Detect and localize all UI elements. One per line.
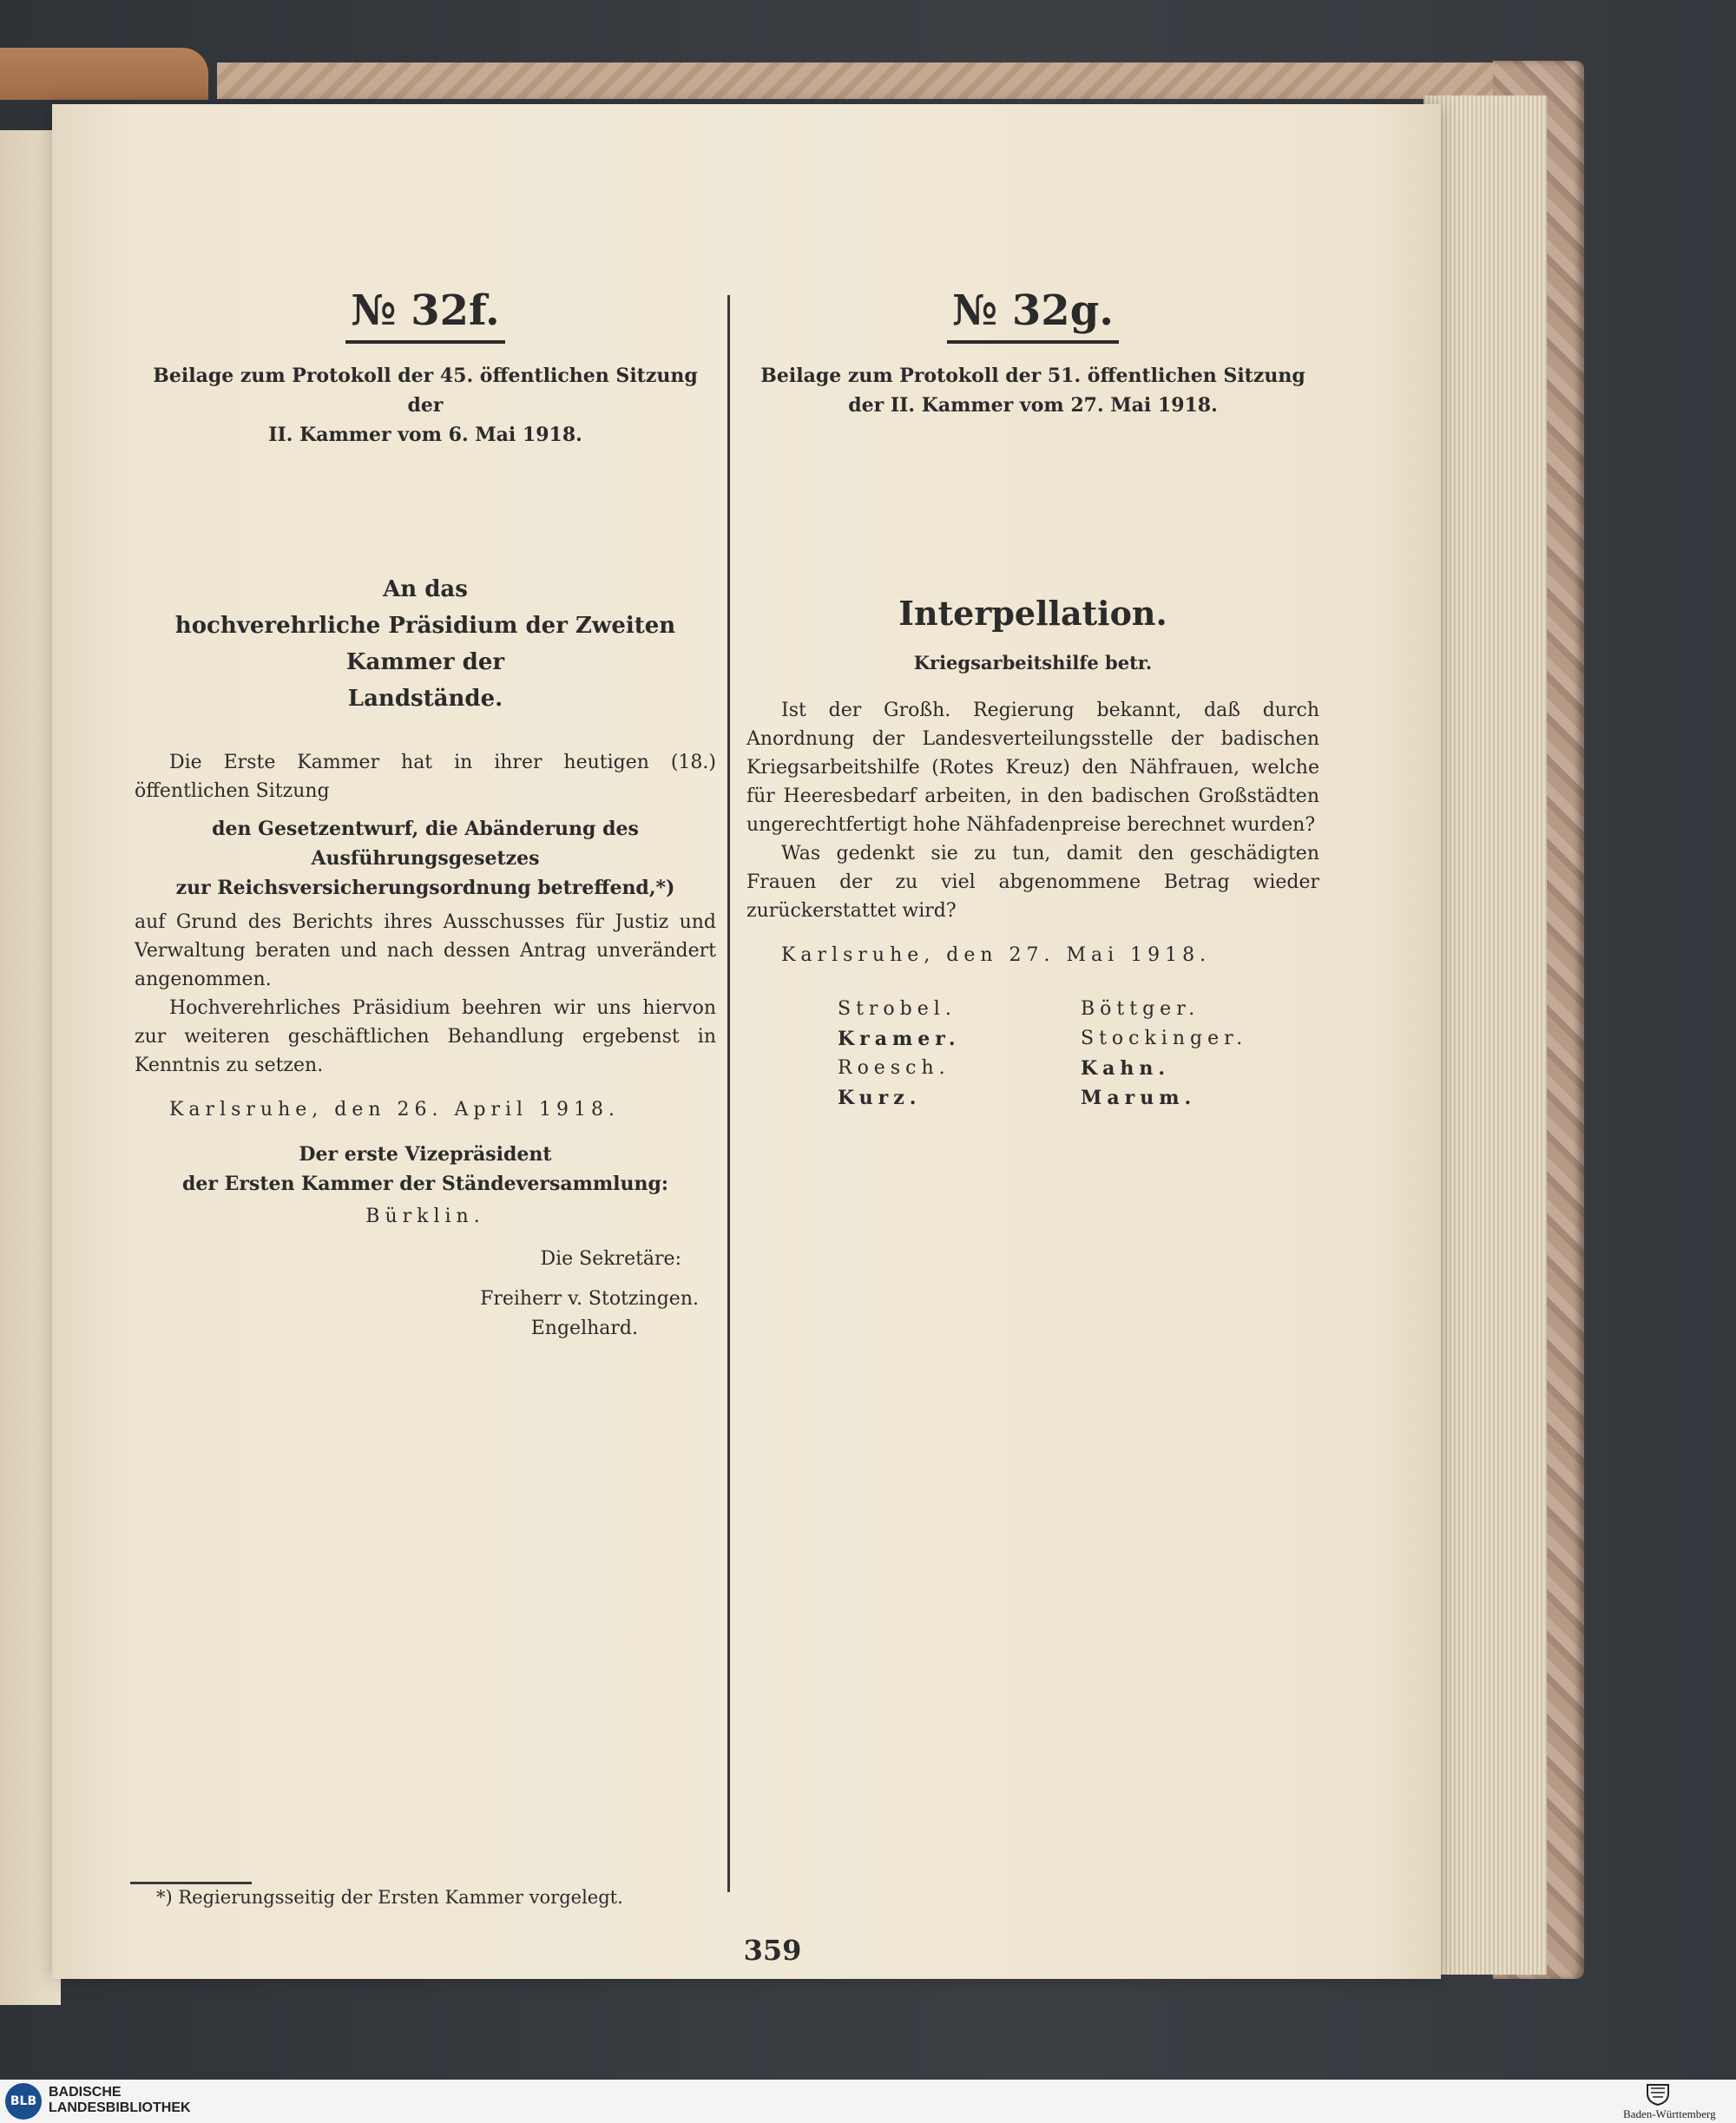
- vp-title-line2: der Ersten Kammer der Ständeversammlung:: [181, 1173, 669, 1195]
- right-column: [746, 286, 1319, 1112]
- signatory: Kahn.: [1081, 1057, 1171, 1080]
- book-page-edges: [1424, 95, 1547, 1975]
- signatory: Strobel.: [838, 998, 957, 1020]
- left-beilage: [135, 361, 716, 450]
- left-beilage-line1: Beilage zum Protokoll der 45. öffentlichen Sitzung der: [153, 365, 698, 417]
- signatory: Stockinger.: [1081, 1028, 1248, 1049]
- left-column: [135, 286, 716, 1344]
- library-name[interactable]: [49, 2085, 191, 2116]
- sekretaer1: Freiherr v. Stotzingen.: [480, 1288, 699, 1310]
- left-number-title: № 32f.: [135, 286, 716, 335]
- interpellation-para2: Was gedenkt sie zu tun, damit den geschädigten Frauen der zu viel abgenommene Betrag wieder zurückerstattet wird?: [746, 843, 1319, 922]
- library-line2: LANDESBIBLIOTHEK: [49, 2100, 191, 2115]
- right-beilage-line2: der II. Kammer vom 27. Mai 1918.: [848, 394, 1218, 417]
- sekretaer2: Engelhard.: [530, 1318, 638, 1339]
- left-body2: Hochverehrliches Präsidium beehren wir uns hiervon zur weiteren geschäftlichen Behandlung ergebenst in Kenntnis zu setzen.: [135, 997, 716, 1076]
- left-beilage-line2: II. Kammer vom 6. Mai 1918.: [268, 424, 582, 446]
- right-beilage: [746, 361, 1319, 420]
- right-number-title: № 32g.: [746, 286, 1319, 335]
- sekretaere-label: Die Sekretäre:: [540, 1248, 681, 1270]
- bw-crest-icon: [1641, 2081, 1675, 2106]
- footnote: *) Regierungsseitig der Ersten Kammer vorgelegt.: [156, 1887, 623, 1908]
- page-number: 359: [743, 1934, 802, 1967]
- left-body1: auf Grund des Berichts ihres Ausschusses für Justiz und Verwaltung beraten und nach dessen Antrag unverändert angenommen.: [135, 911, 716, 990]
- column-divider: [727, 295, 730, 1892]
- signatory: Kurz.: [838, 1087, 922, 1109]
- signatory: Roesch.: [838, 1057, 950, 1079]
- subject-line2: zur Reichsversicherungsordnung betreffend,*): [175, 877, 675, 899]
- address-line1: An das: [383, 576, 468, 602]
- address-line2: hochverehrliche Präsidium der Zweiten Kammer der: [174, 613, 676, 675]
- left-vp-title: [135, 1140, 716, 1199]
- interpellation-subtitle: Kriegsarbeitshilfe betr.: [913, 652, 1153, 674]
- signatories: [838, 996, 1319, 1112]
- interpellation-para1: Ist der Großh. Regierung bekannt, daß durch Anordnung der Landesverteilungsstelle der badischen Kriegsarbeitshilfe (Rotes Kreuz) den Nähfrauen, welche für Heeresbedarf arbeiten, in den badischen Großstädten ungerechtfertigt hohe Nähfadenpreise berechnet wurden?: [746, 700, 1319, 836]
- signatory: Böttger.: [1081, 998, 1200, 1020]
- bw-label: Baden-Württemberg: [1623, 2107, 1716, 2120]
- footnote-rule: [130, 1882, 252, 1884]
- viewer-footer: [0, 2080, 1736, 2123]
- left-vp-name: Bürklin.: [365, 1206, 485, 1227]
- right-beilage-line1: Beilage zum Protokoll der 51. öffentlichen Sitzung: [760, 365, 1305, 387]
- left-intro: Die Erste Kammer hat in ihrer heutigen (18.) öffentlichen Sitzung: [135, 752, 716, 802]
- left-address: [135, 571, 716, 717]
- library-line1: BADISCHE: [49, 2085, 122, 2100]
- interpellation-title: Interpellation.: [898, 594, 1167, 633]
- left-book-band: [0, 48, 208, 100]
- book-top-board: [217, 62, 1528, 99]
- right-place-date: Karlsruhe, den 27. Mai 1918.: [781, 944, 1212, 966]
- signatory: Kramer.: [838, 1028, 961, 1050]
- signatory: Marum.: [1081, 1087, 1197, 1109]
- left-place-date: Karlsruhe, den 26. April 1918.: [169, 1099, 621, 1121]
- left-bold-subject: [135, 814, 716, 903]
- vp-title-line1: Der erste Vizepräsident: [299, 1143, 552, 1166]
- blb-logo-icon[interactable]: BLB: [5, 2083, 42, 2120]
- subject-line1: den Gesetzentwurf, die Abänderung des Ausführungsgesetzes: [212, 818, 639, 870]
- address-line3: Landstände.: [347, 686, 503, 712]
